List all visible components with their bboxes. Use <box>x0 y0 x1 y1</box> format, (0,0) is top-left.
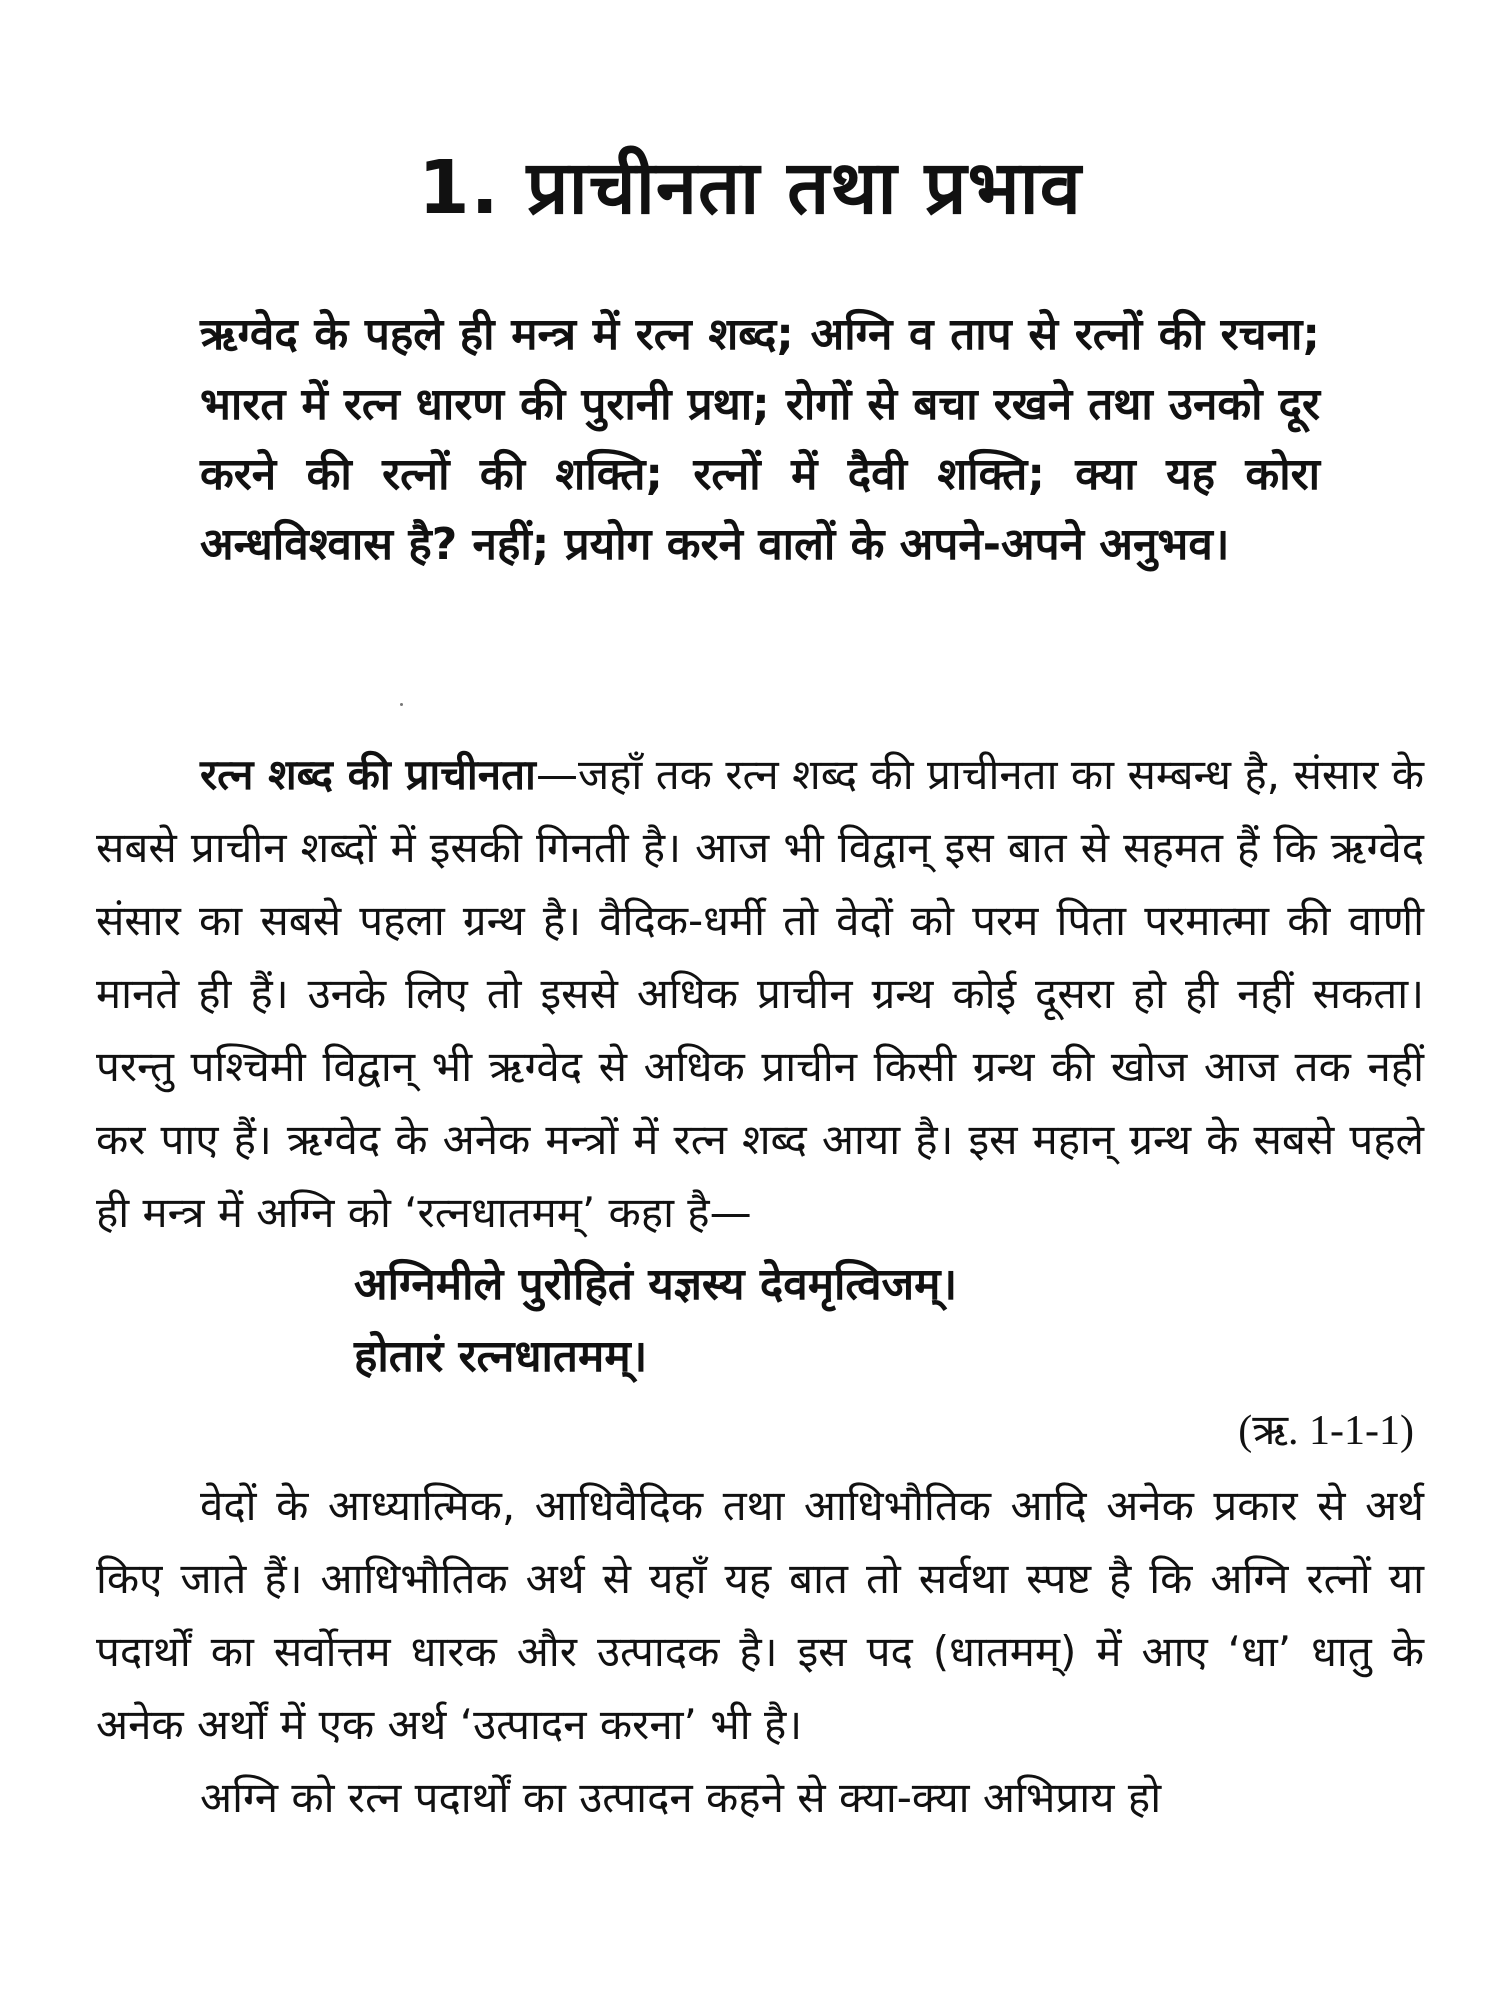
chapter-title: 1. प्राचीनता तथा प्रभाव <box>418 145 1082 231</box>
chapter-summary: ऋग्वेद के पहले ही मन्त्र में रत्न शब्द; अग्नि व ताप से रत्नों की रचना; भारत में रत्न धारण की पुरानी प्रथा; रोगों से बचा रखने तथा उनको दूर करने की रत्नों की शक्ति; रत्नों में दैवी शक्ति; क्या यह कोरा अन्धविश्वास है? नहीं; प्रयोग करने वालों के अपने-अपने अनुभव। <box>200 309 1320 570</box>
paragraph-2: वेदों के आध्यात्मिक, आधिवैदिक तथा आधिभौतिक आदि अनेक प्रकार से अर्थ किए जाते हैं। आधिभौतिक अर्थ से यहाँ यह बात तो सर्वथा स्पष्ट है कि अग्नि रत्नों या पदार्थों का सर्वोत्तम धारक और उत्पादक है। इस पद (धातमम्) में आए ‘धा’ धातु के अनेक अर्थों में एक अर्थ ‘उत्पादन करना’ भी है। <box>96 1481 1424 1749</box>
paragraph-antiquity <box>96 738 1424 1249</box>
print-speck <box>400 703 403 706</box>
verse-line-1: अग्निमीले पुरोहितं यज्ञस्य देवमृत्विजम्। <box>354 1259 958 1310</box>
body-text <box>96 738 1424 1834</box>
section-heading: रत्न शब्द की प्राचीनता <box>200 750 536 799</box>
paragraph-1-text: —जहाँ तक रत्न शब्द की प्राचीनता का सम्बन्ध है, संसार के सबसे प्राचीन शब्दों में इसकी गिनती है। आज भी विद्वान् इस बात से सहमत हैं कि ऋग्वेद संसार का सबसे पहला ग्रन्थ है। वैदिक-धर्मी तो वेदों को परम पिता परमात्मा की वाणी मानते ही हैं। उनके लिए तो इससे अधिक प्राचीन ग्रन्थ कोई दूसरा हो ही नहीं सकता। परन्तु पश्चिमी विद्वान् भी ऋग्वेद से अधिक प्राचीन किसी ग्रन्थ की खोज आज तक नहीं कर पाए हैं। ऋग्वेद के अनेक मन्त्रों में रत्न शब्द आया है। इस महान् ग्रन्थ के सबसे पहले ही मन्त्र में अग्नि को ‘रत्नधातमम्’ कहा है— <box>96 750 1425 1237</box>
verse-citation: (ऋ. 1-1-1) <box>1238 1408 1414 1454</box>
verse-line-2: होतारं रत्नधातमम्। <box>354 1331 648 1382</box>
paragraph-3: अग्नि को रत्न पदार्थों का उत्पादन कहने से क्या-क्या अभिप्राय हो <box>200 1773 1162 1822</box>
